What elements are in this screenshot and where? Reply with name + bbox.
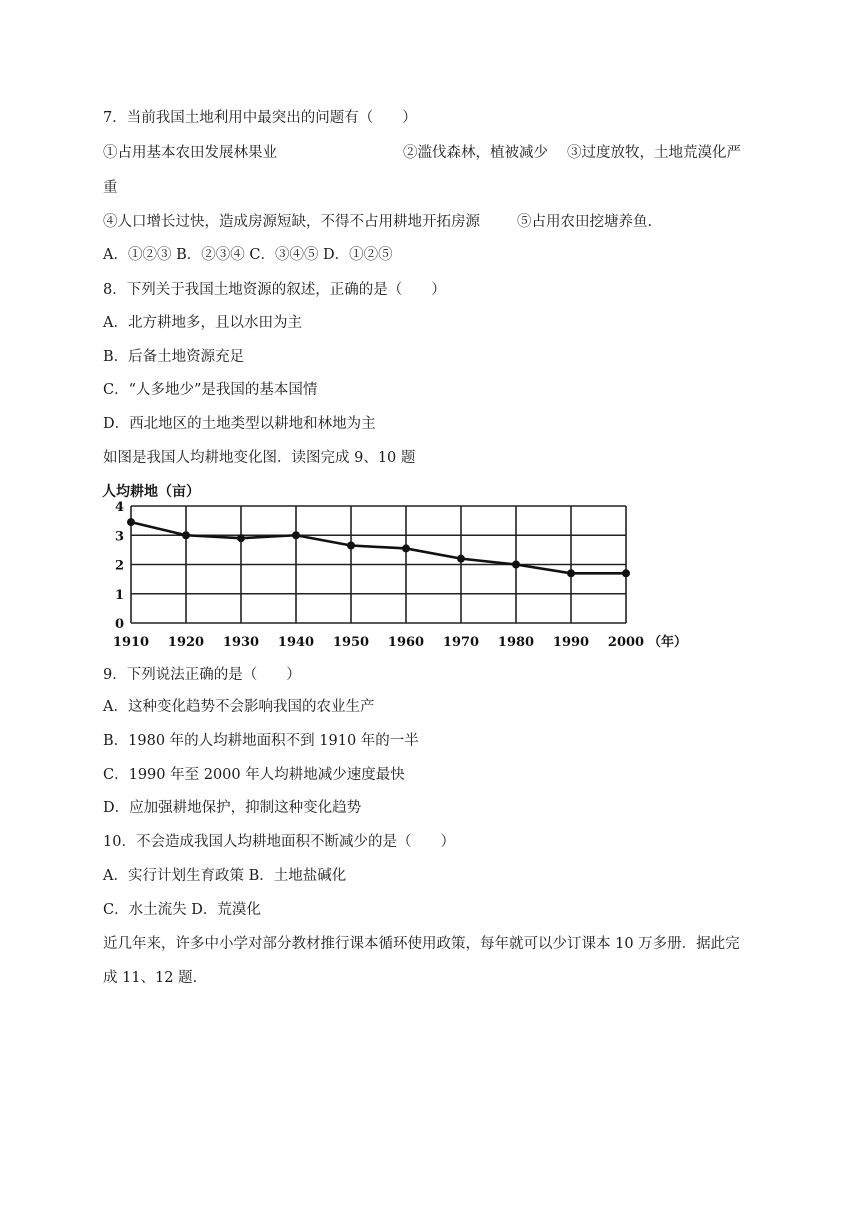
q9-choice-b: B．1980 年的人均耕地面积不到 1910 年的一半 bbox=[103, 733, 419, 749]
x-tick-label: 1920 bbox=[167, 635, 205, 650]
y-tick-label: 2 bbox=[114, 558, 124, 574]
q10-stem: 10．不会造成我国人均耕地面积不断减少的是（ ） bbox=[103, 834, 455, 850]
x-tick-label: 2000 bbox=[607, 635, 645, 650]
chart-svg bbox=[100, 478, 688, 654]
q7-option-5: ⑤占用农田挖塘养鱼. bbox=[517, 214, 653, 230]
q7-choices: A．①②③ B．②③④ C．③④⑤ D．①②⑤ bbox=[103, 247, 393, 263]
x-tick-label: 1910 bbox=[112, 635, 150, 650]
y-tick-label: 1 bbox=[114, 587, 124, 603]
data-point bbox=[567, 569, 575, 577]
data-point bbox=[182, 531, 190, 539]
q8-choice-c: C．“人多地少”是我国的基本国情 bbox=[103, 382, 318, 398]
intro-9-10: 如图是我国人均耕地变化图．读图完成 9、10 题 bbox=[103, 450, 416, 466]
y-axis-title: 人均耕地（亩） bbox=[102, 484, 200, 500]
data-point bbox=[402, 544, 410, 552]
x-tick-label: 1990 bbox=[552, 635, 590, 650]
x-tick-label: 1930 bbox=[222, 635, 260, 650]
data-point bbox=[237, 534, 245, 542]
data-point bbox=[347, 541, 355, 549]
data-point bbox=[512, 561, 520, 569]
series-line bbox=[131, 522, 626, 573]
cultivated-land-chart bbox=[100, 478, 688, 654]
x-tick-label: 1960 bbox=[387, 635, 425, 650]
data-point bbox=[292, 531, 300, 539]
intro-11-12-line-1: 近几年来，许多中小学对部分教材推行课本循环使用政策，每年就可以少订课本 10 万多册．据此完 bbox=[103, 936, 740, 952]
q9-stem: 9．下列说法正确的是（ ） bbox=[103, 667, 301, 683]
data-point bbox=[457, 555, 465, 563]
q7-option-2: ②滥伐森林，植被减少 bbox=[403, 145, 548, 161]
q10-choices-ab: A．实行计划生育政策 B．土地盐碱化 bbox=[103, 868, 347, 884]
q7-option-3: ③过度放牧，土地荒漠化严 bbox=[567, 145, 741, 161]
x-tick-label: 1940 bbox=[277, 635, 315, 650]
q9-choice-c: C．1990 年至 2000 年人均耕地减少速度最快 bbox=[103, 767, 405, 783]
y-tick-label: 3 bbox=[114, 529, 124, 545]
q10-choices-cd: C．水土流失 D．荒漠化 bbox=[103, 902, 261, 918]
q8-stem: 8．下列关于我国土地资源的叙述，正确的是（ ） bbox=[103, 282, 446, 298]
q8-choice-d: D．西北地区的土地类型以耕地和林地为主 bbox=[103, 416, 376, 432]
intro-11-12-line-2: 成 11、12 题． bbox=[103, 970, 208, 986]
data-point bbox=[622, 569, 630, 577]
x-tick-label: 1950 bbox=[332, 635, 370, 650]
q7-stem: 7．当前我国土地利用中最突出的问题有（ ） bbox=[103, 110, 417, 126]
data-point bbox=[127, 518, 135, 526]
q9-choice-a: A．这种变化趋势不会影响我国的农业生产 bbox=[103, 699, 375, 715]
q7-option-3-continued: 重 bbox=[103, 180, 118, 196]
q7-option-4: ④人口增长过快，造成房源短缺，不得不占用耕地开拓房源 bbox=[103, 214, 480, 230]
x-tick-label: 1970 bbox=[442, 635, 480, 650]
q7-option-1: ①占用基本农田发展林果业 bbox=[103, 145, 277, 161]
q8-choice-a: A．北方耕地多，且以水田为主 bbox=[103, 315, 302, 331]
y-tick-label: 4 bbox=[114, 500, 124, 515]
q9-choice-d: D．应加强耕地保护，抑制这种变化趋势 bbox=[103, 800, 362, 816]
y-tick-label: 0 bbox=[114, 617, 124, 632]
q8-choice-b: B．后备土地资源充足 bbox=[103, 349, 245, 365]
x-tick-label: 1980 bbox=[497, 635, 535, 650]
x-axis-title: （年） bbox=[648, 635, 688, 650]
